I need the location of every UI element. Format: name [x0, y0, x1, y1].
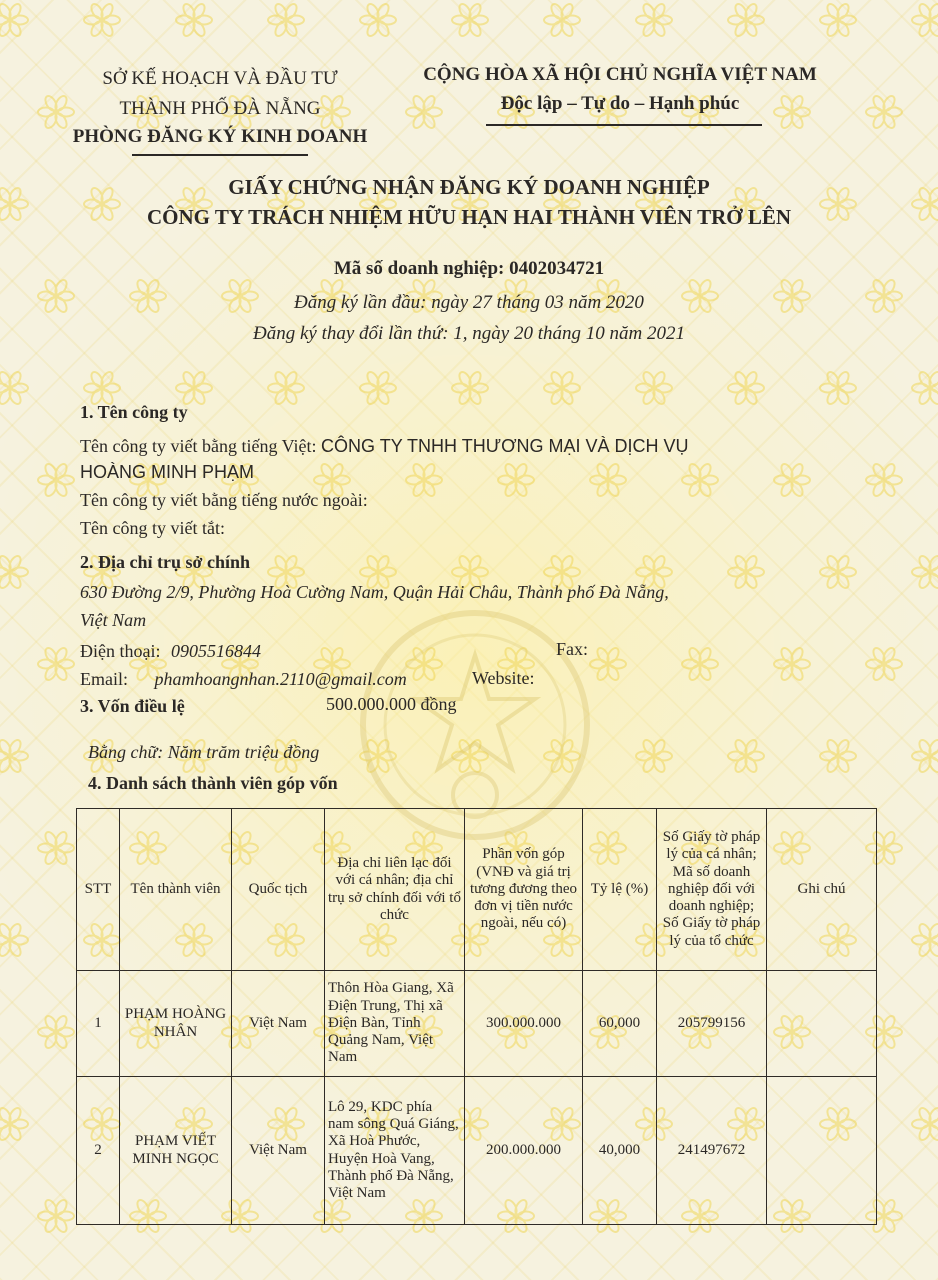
- vn-name-value-1: CÔNG TY TNHH THƯƠNG MẠI VÀ DỊCH VỤ: [321, 436, 689, 456]
- agency-name-line1: SỞ KẾ HOẠCH VÀ ĐẦU TƯ: [102, 68, 338, 89]
- phone-value: 0905516844: [170, 641, 261, 661]
- flower-motif: [682, 462, 718, 498]
- company-type-title: CÔNG TY TRÁCH NHIỆM HỮU HẠN HAI THÀNH VIÊN TRỞ LÊN: [146, 205, 792, 229]
- cell-ratio: 40,000: [583, 1077, 657, 1225]
- flower-motif: [0, 370, 28, 406]
- flower-motif: [38, 1014, 74, 1050]
- cell-nationality: Việt Nam: [232, 971, 325, 1077]
- flower-motif: [820, 2, 856, 38]
- flower-motif: [0, 554, 28, 590]
- fax-label: Fax:: [556, 639, 589, 659]
- cell-address: Lô 29, KDC phía nam sông Quá Giáng, Xã Hoà Phước, Huyện Hoà Vang, Thành phố Đà Nẵng, Việt Nam: [325, 1077, 465, 1225]
- flower-motif: [590, 646, 626, 682]
- flower-motif: [38, 462, 74, 498]
- flower-motif: [0, 1106, 28, 1142]
- flower-motif: [38, 646, 74, 682]
- cell-capital: 300.000.000: [465, 971, 583, 1077]
- flower-motif: [176, 370, 212, 406]
- vn-name-value-2: HOÀNG MINH PHẠM: [80, 462, 255, 482]
- phone-label: Điện thoại:: [80, 641, 161, 661]
- flower-motif: [498, 462, 534, 498]
- cell-note: [767, 1077, 877, 1225]
- flower-motif: [728, 738, 764, 774]
- enterprise-code: Mã số doanh nghiệp: 0402034721: [333, 258, 605, 279]
- flower-motif: [268, 2, 304, 38]
- flower-motif: [728, 370, 764, 406]
- cell-ratio: 60,000: [583, 971, 657, 1077]
- cell-capital: 200.000.000: [465, 1077, 583, 1225]
- cell-nationality: Việt Nam: [232, 1077, 325, 1225]
- col-header-note: Ghi chú: [767, 809, 877, 971]
- website-label: Website:: [472, 668, 535, 688]
- flower-motif: [912, 2, 938, 38]
- cell-name: PHẠM HOÀNG NHÂN: [120, 971, 232, 1077]
- email-row: [80, 669, 407, 690]
- flower-motif: [84, 370, 120, 406]
- flower-motif: [636, 370, 672, 406]
- col-header-name: Tên thành viên: [120, 809, 232, 971]
- section3-heading: 3. Vốn điều lệ: [80, 696, 185, 716]
- cell-note: [767, 971, 877, 1077]
- members-table: [76, 808, 877, 1225]
- certificate-title: GIẤY CHỨNG NHẬN ĐĂNG KÝ DOANH NGHIỆP: [228, 175, 710, 199]
- flower-motif: [0, 738, 28, 774]
- flower-motif: [544, 370, 580, 406]
- col-header-address: Địa chỉ liên lạc đối với cá nhân; địa chỉ trụ sở chính đối với tổ chức: [325, 809, 465, 971]
- flower-motif: [360, 2, 396, 38]
- section4-heading: 4. Danh sách thành viên góp vốn: [88, 773, 338, 793]
- phone-row: [80, 641, 261, 662]
- flower-motif: [452, 370, 488, 406]
- cell-legal-doc: 205799156: [657, 971, 767, 1077]
- col-header-ratio: Tỷ lệ (%): [583, 809, 657, 971]
- nation-motto: Độc lập – Tự do – Hạnh phúc: [500, 93, 740, 114]
- charter-capital-in-words: Bằng chữ: Năm trăm triệu đồng: [88, 742, 320, 762]
- flower-motif: [912, 370, 938, 406]
- vn-name-row: [80, 436, 689, 457]
- section2-heading: 2. Địa chỉ trụ sở chính: [80, 552, 250, 572]
- flower-motif: [912, 554, 938, 590]
- cell-name: PHẠM VIẾT MINH NGỌC: [120, 1077, 232, 1225]
- flower-motif: [38, 830, 74, 866]
- flower-motif: [0, 2, 28, 38]
- section1-heading: 1. Tên công ty: [80, 402, 188, 422]
- change-registration-date: Đăng ký thay đổi lần thứ: 1, ngày 20 tháng 10 năm 2021: [252, 323, 685, 344]
- cell-address: Thôn Hòa Giang, Xã Điện Trung, Thị xã Điện Bàn, Tỉnh Quảng Nam, Việt Nam: [325, 971, 465, 1077]
- flower-motif: [820, 738, 856, 774]
- col-header-capital: Phần vốn góp (VNĐ và giá trị tương đương theo đơn vị tiền nước ngoài, nếu có): [465, 809, 583, 971]
- nation-name: CỘNG HÒA XÃ HỘI CHỦ NGHĨA VIỆT NAM: [423, 64, 817, 85]
- charter-capital-value: 500.000.000 đồng: [326, 694, 457, 714]
- flower-motif: [176, 2, 212, 38]
- foreign-name-label: Tên công ty viết bằng tiếng nước ngoài:: [80, 490, 368, 510]
- head-office-address-1: 630 Đường 2/9, Phường Hoà Cường Nam, Quận Hải Châu, Thành phố Đà Nẵng,: [80, 582, 669, 602]
- flower-motif: [360, 370, 396, 406]
- email-value: phamhoangnhan.2110@gmail.com: [154, 669, 407, 689]
- flower-motif: [590, 462, 626, 498]
- col-header-legal-doc: Số Giấy tờ pháp lý của cá nhân; Mã số doanh nghiệp đối với doanh nghiệp; Số Giấy tờ pháp lý của tổ chức: [657, 809, 767, 971]
- table-row: [77, 1077, 877, 1225]
- flower-motif: [728, 554, 764, 590]
- flower-motif: [728, 2, 764, 38]
- flower-motif: [636, 738, 672, 774]
- cell-stt: 2: [77, 1077, 120, 1225]
- flower-motif: [820, 554, 856, 590]
- flower-motif: [866, 94, 902, 130]
- flower-motif: [406, 462, 442, 498]
- flower-motif: [682, 646, 718, 682]
- vn-name-label: Tên công ty viết bằng tiếng Việt:: [80, 436, 317, 456]
- flower-motif: [636, 2, 672, 38]
- cell-legal-doc: 241497672: [657, 1077, 767, 1225]
- col-header-nationality: Quốc tịch: [232, 809, 325, 971]
- agency-office-line: PHÒNG ĐĂNG KÝ KINH DOANH: [72, 126, 368, 147]
- first-registration-date: Đăng ký lần đầu: ngày 27 tháng 03 năm 2020: [294, 292, 644, 313]
- table-row: [77, 971, 877, 1077]
- flower-motif: [774, 462, 810, 498]
- short-name-label: Tên công ty viết tắt:: [80, 518, 225, 538]
- table-header-row: [77, 809, 877, 971]
- col-header-stt: STT: [77, 809, 120, 971]
- flower-motif: [544, 2, 580, 38]
- flower-motif: [38, 1198, 74, 1234]
- cell-stt: 1: [77, 971, 120, 1077]
- flower-motif: [866, 646, 902, 682]
- flower-motif: [912, 922, 938, 958]
- agency-underline: [132, 154, 308, 156]
- flower-motif: [866, 462, 902, 498]
- flower-motif: [774, 646, 810, 682]
- flower-motif: [84, 2, 120, 38]
- flower-motif: [820, 370, 856, 406]
- email-label: Email:: [80, 669, 128, 689]
- flower-motif: [912, 1106, 938, 1142]
- flower-motif: [0, 922, 28, 958]
- agency-city-line: THÀNH PHỐ ĐÀ NẴNG: [119, 98, 321, 119]
- flower-motif: [912, 738, 938, 774]
- flower-motif: [452, 2, 488, 38]
- motto-underline: [486, 124, 762, 126]
- flower-motif: [268, 370, 304, 406]
- head-office-address-2: Việt Nam: [80, 610, 147, 630]
